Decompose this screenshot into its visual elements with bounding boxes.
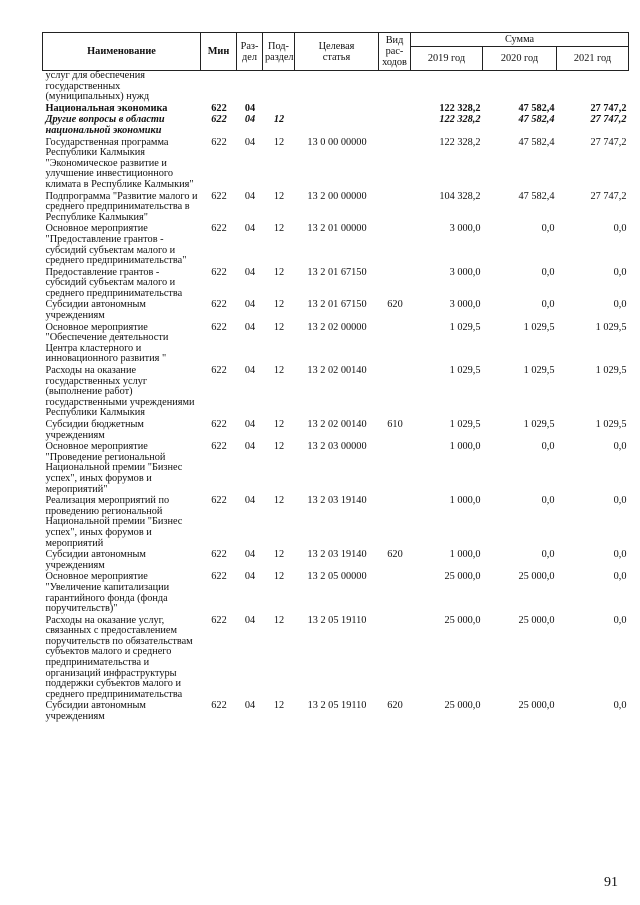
row-target: 13 2 03 00000 <box>307 441 367 453</box>
row-amount-2021: 0,0 <box>613 266 627 278</box>
row-vid <box>379 323 411 366</box>
row-razdel: 04 <box>244 571 256 583</box>
row-min: 622 <box>211 549 227 561</box>
row-amount-2019: 122 328,2 <box>439 102 481 114</box>
row-podrazdel: 12 <box>273 365 285 377</box>
row-amount-2020: 0,0 <box>541 223 555 235</box>
table-row <box>43 550 629 572</box>
row-amount-2021: 0,0 <box>613 441 627 453</box>
row-min: 622 <box>211 419 227 430</box>
row-name: Расходы на оказание государственных услуг (выполнение работ) государственными учреждениями Республики Калмыкия <box>45 365 195 419</box>
row-vid <box>379 115 411 137</box>
row-amount-2021: 27 747,2 <box>590 136 627 148</box>
row-podrazdel: 12 <box>273 190 285 202</box>
row-min: 622 <box>211 223 227 235</box>
row-target: 13 2 05 19110 <box>307 700 367 712</box>
row-name: Субсидии автономным учреждениям <box>45 700 146 723</box>
row-name: Субсидии автономным учреждениям <box>45 549 146 571</box>
row-min: 622 <box>211 321 227 333</box>
row-min: 622 <box>211 299 227 311</box>
row-amount-2020: 1 029,5 <box>523 365 555 377</box>
row-amount-2019: 3 000,0 <box>449 223 481 235</box>
row-razdel: 04 <box>244 419 256 430</box>
row-amount-2021: 0,0 <box>613 223 627 235</box>
row-razdel: 04 <box>244 223 256 235</box>
row-amount-2021 <box>557 71 629 104</box>
row-min: 622 <box>211 571 227 583</box>
row-podrazdel: 12 <box>273 419 285 430</box>
row-min: 622 <box>211 614 227 626</box>
row-amount-2020: 0,0 <box>541 299 555 311</box>
row-amount-2019: 1 000,0 <box>449 495 481 507</box>
row-amount-2021: 0,0 <box>613 495 627 507</box>
row-amount-2021: 0,0 <box>613 571 627 583</box>
row-amount-2019: 104 328,2 <box>439 190 481 202</box>
row-amount-2019: 1 000,0 <box>449 441 481 453</box>
row-min <box>201 71 237 104</box>
row-vid <box>379 104 411 116</box>
page-number: 91 <box>604 875 618 890</box>
row-amount-2019: 25 000,0 <box>444 614 481 626</box>
row-target <box>295 104 379 116</box>
row-razdel: 04 <box>244 614 256 626</box>
row-vid <box>379 224 411 267</box>
row-vid <box>379 366 411 420</box>
row-amount-2019 <box>411 71 483 104</box>
row-amount-2020: 25 000,0 <box>518 700 555 712</box>
row-podrazdel: 12 <box>273 223 285 235</box>
row-vid <box>379 268 411 301</box>
row-amount-2020: 25 000,0 <box>518 614 555 626</box>
row-target: 13 2 05 00000 <box>307 571 367 583</box>
row-podrazdel: 12 <box>273 549 285 561</box>
row-min: 622 <box>211 136 227 148</box>
row-name: услуг для обеспечения государственных (муниципальных) нужд <box>45 70 150 103</box>
row-amount-2019: 1 029,5 <box>449 365 481 377</box>
row-min: 622 <box>211 495 227 507</box>
row-amount-2021: 0,0 <box>613 299 627 311</box>
row-razdel: 04 <box>244 700 256 712</box>
row-amount-2019: 25 000,0 <box>444 571 481 583</box>
table-row <box>43 71 629 104</box>
row-target: 13 2 01 67150 <box>307 266 367 278</box>
table-row <box>43 442 629 496</box>
row-amount-2021: 1 029,5 <box>595 321 627 333</box>
row-min: 622 <box>211 102 227 114</box>
row-amount-2020: 1 029,5 <box>523 321 555 333</box>
row-razdel: 04 <box>244 266 256 278</box>
header-podrazdel: Под- раздел <box>263 33 295 71</box>
row-podrazdel: 12 <box>273 441 285 453</box>
row-amount-2019: 3 000,0 <box>449 299 481 311</box>
row-min: 622 <box>211 441 227 453</box>
row-amount-2021: 0,0 <box>613 700 627 712</box>
row-vid: 610 <box>387 419 403 430</box>
row-target: 13 2 03 19140 <box>307 495 367 507</box>
header-razdel: Раз- дел <box>237 33 263 71</box>
row-podrazdel: 12 <box>273 114 285 126</box>
header-min: Мин <box>201 33 237 71</box>
row-min: 622 <box>211 365 227 377</box>
row-target: 13 2 05 19110 <box>307 614 367 626</box>
row-razdel: 04 <box>244 102 256 114</box>
row-amount-2020: 25 000,0 <box>518 571 555 583</box>
row-name: Основное мероприятие "Увеличение капитализации гарантийного фонда (фонда поручительств)" <box>45 571 170 615</box>
row-podrazdel: 12 <box>273 495 285 507</box>
row-vid <box>379 496 411 550</box>
row-razdel: 04 <box>244 365 256 377</box>
row-vid: 620 <box>387 299 403 311</box>
header-2020: 2020 год <box>483 47 557 71</box>
table-row <box>43 138 629 192</box>
row-podrazdel: 12 <box>273 266 285 278</box>
header-summa: Сумма <box>411 33 629 47</box>
table-body <box>43 71 629 724</box>
row-target: 13 2 01 00000 <box>307 223 367 235</box>
row-vid <box>379 138 411 192</box>
row-amount-2020: 0,0 <box>541 549 555 561</box>
row-razdel: 04 <box>244 549 256 561</box>
row-name: Другие вопросы в области национальной экономики <box>45 114 165 136</box>
table-row <box>43 701 629 723</box>
row-vid: 620 <box>387 549 403 561</box>
row-amount-2019: 1 000,0 <box>449 549 481 561</box>
row-amount-2021: 0,0 <box>613 549 627 561</box>
row-amount-2020: 47 582,4 <box>518 136 555 148</box>
row-razdel: 04 <box>244 495 256 507</box>
table-row <box>43 420 629 442</box>
row-target <box>295 71 379 104</box>
row-name: Основное мероприятие "Проведение региональной Национальной премии "Бизнес успех", иных форумов и мероприятий" <box>45 441 183 495</box>
row-podrazdel: 12 <box>273 614 285 626</box>
row-amount-2021: 27 747,2 <box>590 190 627 202</box>
table-row <box>43 115 629 137</box>
row-name: Расходы на оказание услуг, связанных с предоставлением поручительств по обязательствам субъектов малого и среднего предпринимательства и организаций инфраструктуры поддержки субъектов малого и среднего предпринимательства <box>45 614 193 700</box>
row-name: Реализация мероприятий по проведению региональной Национальной премии "Бизнес успех", иных форумов и мероприятий <box>45 495 183 549</box>
row-amount-2020: 0,0 <box>541 495 555 507</box>
row-vid <box>379 572 411 615</box>
row-target: 13 2 01 67150 <box>307 299 367 311</box>
row-amount-2019: 122 328,2 <box>439 136 481 148</box>
row-vid <box>379 442 411 496</box>
header-2019: 2019 год <box>411 47 483 71</box>
table-row <box>43 224 629 267</box>
row-target <box>295 115 379 137</box>
header-target: Целевая статья <box>295 33 379 71</box>
row-min: 622 <box>211 266 227 278</box>
table-row <box>43 323 629 366</box>
table-row <box>43 496 629 550</box>
row-amount-2020: 47 582,4 <box>518 114 555 126</box>
row-name: Государственная программа Республики Калмыкия "Экономическое развитие и улучшение инвестиционного климата в Республике Калмыкия" <box>45 136 194 190</box>
row-vid <box>379 616 411 702</box>
table-row <box>43 268 629 301</box>
row-amount-2019: 3 000,0 <box>449 266 481 278</box>
row-name: Подпрограмма "Развитие малого и среднего предпринимательства в Республике Калмыкия" <box>45 190 198 223</box>
row-name: Основное мероприятие "Обеспечение деятельности Центра кластерного и инновационного развития " <box>45 321 169 365</box>
row-amount-2021: 0,0 <box>613 614 627 626</box>
row-vid <box>379 71 411 104</box>
row-min: 622 <box>211 190 227 202</box>
row-amount-2019: 122 328,2 <box>439 114 481 126</box>
row-name: Субсидии автономным учреждениям <box>45 299 146 322</box>
row-amount-2021: 1 029,5 <box>595 419 627 430</box>
table-row <box>43 616 629 702</box>
row-target: 13 0 00 00000 <box>307 136 367 148</box>
row-podrazdel: 12 <box>273 136 285 148</box>
row-target: 13 2 02 00140 <box>307 419 367 430</box>
row-razdel: 04 <box>244 190 256 202</box>
row-podrazdel: 12 <box>273 700 285 712</box>
row-amount-2019: 1 029,5 <box>449 321 481 333</box>
row-target: 13 2 02 00140 <box>307 365 367 377</box>
row-amount-2020: 47 582,4 <box>518 190 555 202</box>
header-2021: 2021 год <box>557 47 629 71</box>
row-podrazdel: 12 <box>273 571 285 583</box>
row-amount-2020: 0,0 <box>541 441 555 453</box>
row-amount-2020: 1 029,5 <box>523 419 555 430</box>
row-razdel <box>237 71 263 104</box>
row-podrazdel: 12 <box>273 299 285 311</box>
row-vid <box>379 192 411 225</box>
row-podrazdel: 12 <box>273 321 285 333</box>
header-vid: Вид рас- ходов <box>379 33 411 71</box>
row-target: 13 2 02 00000 <box>307 321 367 333</box>
row-name: Предоставление грантов - субсидий субъектам малого и среднего предпринимательства <box>45 266 183 299</box>
row-target: 13 2 00 00000 <box>307 190 367 202</box>
row-target: 13 2 03 19140 <box>307 549 367 561</box>
row-amount-2020 <box>483 71 557 104</box>
table-row <box>43 192 629 225</box>
row-amount-2019: 1 029,5 <box>449 419 481 430</box>
table-header <box>43 33 629 71</box>
row-amount-2021: 27 747,2 <box>590 114 627 126</box>
row-amount-2020: 0,0 <box>541 266 555 278</box>
row-amount-2021: 27 747,2 <box>590 102 627 114</box>
row-razdel: 04 <box>244 136 256 148</box>
row-razdel: 04 <box>244 441 256 453</box>
table-row <box>43 300 629 322</box>
budget-table <box>42 32 629 724</box>
table-row <box>43 366 629 420</box>
row-min: 622 <box>211 114 227 126</box>
row-amount-2019: 25 000,0 <box>444 700 481 712</box>
header-name: Наименование <box>43 33 201 71</box>
row-razdel: 04 <box>244 114 256 126</box>
row-name: Национальная экономика <box>45 102 168 114</box>
row-name: Основное мероприятие "Предоставление грантов - субсидий субъектам малого и среднего предпринимательства" <box>45 223 187 267</box>
row-min: 622 <box>211 700 227 712</box>
row-razdel: 04 <box>244 299 256 311</box>
row-podrazdel <box>263 71 295 104</box>
row-name: Субсидии бюджетным учреждениям <box>45 419 144 441</box>
row-vid: 620 <box>387 700 403 712</box>
row-amount-2020: 47 582,4 <box>518 102 555 114</box>
table-row <box>43 572 629 615</box>
row-razdel: 04 <box>244 321 256 333</box>
row-amount-2021: 1 029,5 <box>595 365 627 377</box>
